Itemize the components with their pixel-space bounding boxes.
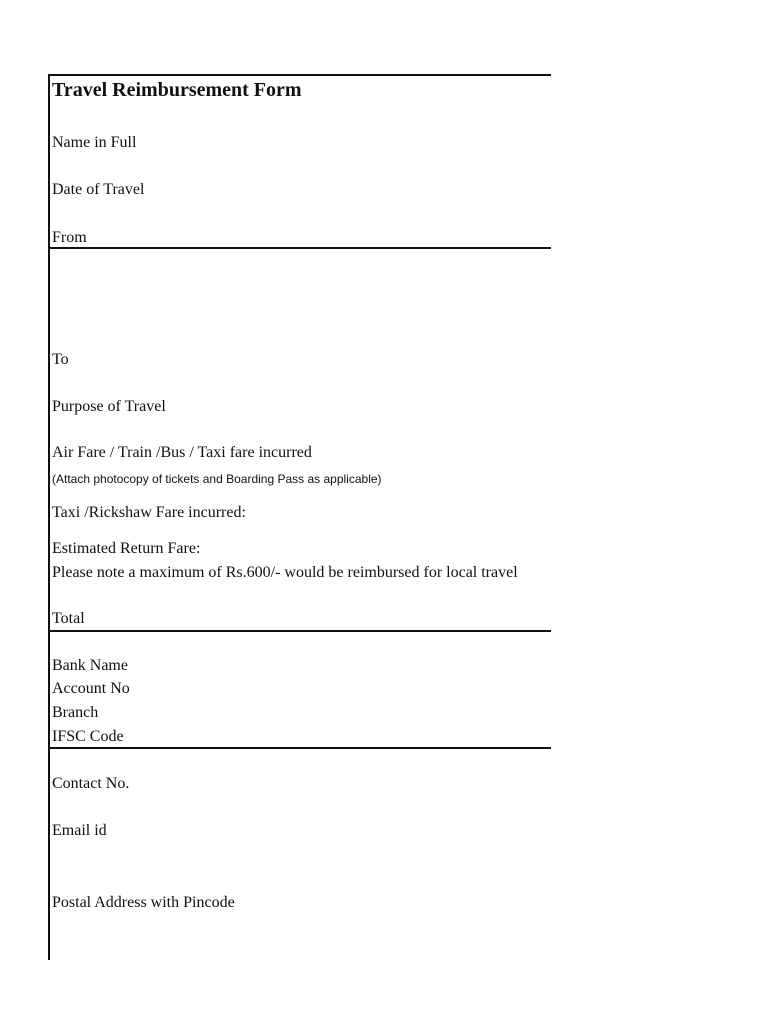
address-label: Postal Address with Pincode [52,894,235,911]
branch-label: Branch [52,704,99,721]
from-label: From [52,229,87,246]
contact-label: Contact No. [52,775,130,792]
fare-label: Air Fare / Train /Bus / Taxi fare incurred [52,444,312,461]
bank-name-label: Bank Name [52,657,128,674]
purpose-label: Purpose of Travel [52,398,166,415]
reimbursement-note: Please note a maximum of Rs.600/- would be reimbursed for local travel [52,564,518,581]
top-border [48,74,551,76]
to-label: To [52,351,69,368]
name-label: Name in Full [52,134,137,151]
divider-after-ifsc [48,747,551,749]
fare-note: (Attach photocopy of tickets and Boarding Pass as applicable) [52,472,382,486]
email-label: Email id [52,822,107,839]
date-label: Date of Travel [52,181,145,198]
divider-after-total [48,630,551,632]
form-title: Travel Reimbursement Form [52,79,302,101]
local-fare-label: Taxi /Rickshaw Fare incurred: [52,504,246,521]
ifsc-label: IFSC Code [52,728,124,745]
total-label: Total [52,610,85,627]
left-border [48,74,50,960]
divider-after-from [48,247,551,249]
return-fare-label: Estimated Return Fare: [52,540,201,557]
account-no-label: Account No [52,680,130,697]
